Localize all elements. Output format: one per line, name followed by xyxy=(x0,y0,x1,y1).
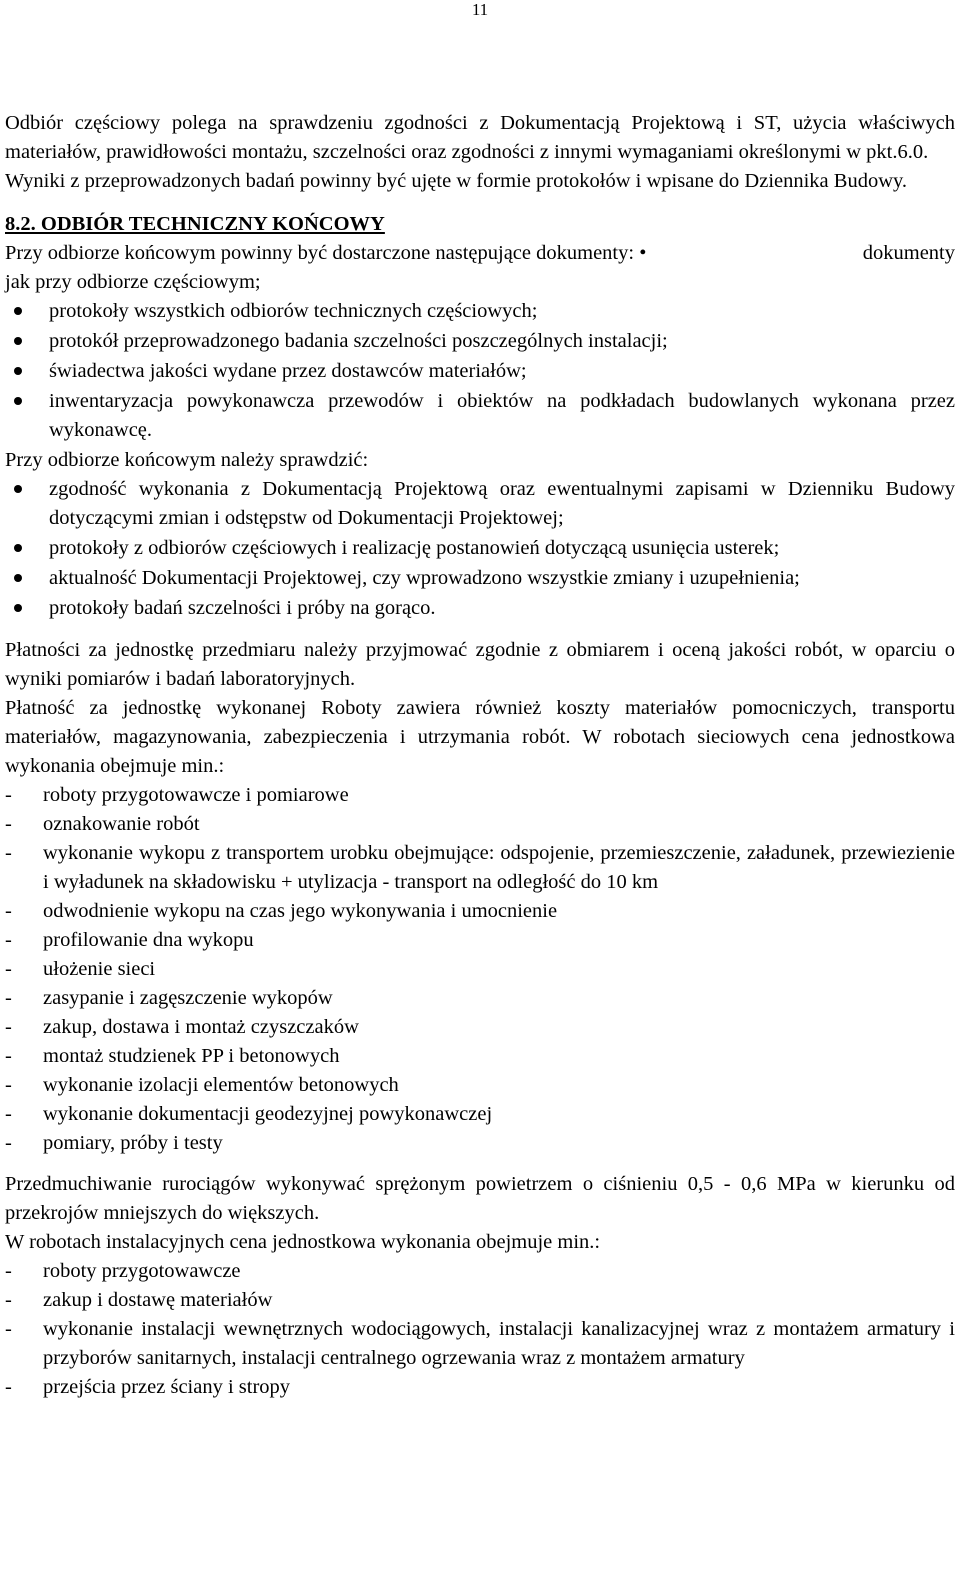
network-items-list xyxy=(5,781,955,1158)
check-list xyxy=(5,475,955,623)
payment-paragraph-2: Płatność za jednostkę wykonanej Roboty zawiera również koszty materiałów pomocniczych, transportu materiałów, magazynowania, zabezpieczenia i utrzymania robót. W robotach sieciowych cena jednostkowa wykonania obejmuje min.: xyxy=(5,697,955,777)
list-item: aktualność Dokumentacji Projektowej, czy wprowadzono wszystkie zmiany i uzupełnienia; xyxy=(5,564,955,593)
list-item: - zasypanie i zagęszczenie wykopów xyxy=(5,984,955,1013)
section-heading: 8.2. ODBIÓR TECHNICZNY KOŃCOWY xyxy=(5,213,385,235)
document-body xyxy=(5,109,955,1402)
list-item: - ułożenie sieci xyxy=(5,955,955,984)
installation-paragraph-1: Przedmuchiwanie rurociągów wykonywać sprężonym powietrzem o ciśnieniu 0,5 - 0,6 MPa w kierunku od przekrojów mniejszych do większych. xyxy=(5,1173,955,1224)
list-item: - wykonanie izolacji elementów betonowych xyxy=(5,1071,955,1100)
installation-items-list xyxy=(5,1257,955,1402)
list-item: protokoły badań szczelności i próby na gorąco. xyxy=(5,594,955,623)
list-item: - roboty przygotowawcze xyxy=(5,1257,955,1286)
final-docs-intro-row xyxy=(5,239,955,268)
intro-paragraph-1: Odbiór częściowy polega na sprawdzeniu zgodności z Dokumentacją Projektową i ST, użycia właściwych materiałów, prawidłowości montażu, szczelności oraz zgodności z innymi wymaganiami określonymi w pkt.6.0. xyxy=(5,112,955,163)
list-item: - pomiary, próby i testy xyxy=(5,1129,955,1158)
list-item: protokoły z odbiorów częściowych i realizację postanowień dotyczącą usunięcia usterek; xyxy=(5,534,955,563)
list-item: - wykonanie instalacji wewnętrznych wodociągowych, instalacji kanalizacyjnej wraz z montażem armatury i przyborów sanitarnych, instalacji centralnego ogrzewania wraz z montażem armatury xyxy=(5,1315,955,1373)
final-docs-tail: dokumenty xyxy=(862,242,955,264)
final-docs-cont: jak przy odbiorze częściowym; xyxy=(5,271,261,293)
list-item: - odwodnienie wykopu na czas jego wykonywania i umocnienie xyxy=(5,897,955,926)
list-item: - przejścia przez ściany i stropy xyxy=(5,1373,955,1402)
installation-paragraph-2: W robotach instalacyjnych cena jednostkowa wykonania obejmuje min.: xyxy=(5,1231,601,1253)
list-item: - oznakowanie robót xyxy=(5,810,955,839)
intro-paragraph-2: Wyniki z przeprowadzonych badań powinny być ujęte w formie protokołów i wpisane do Dziennika Budowy. xyxy=(5,170,908,192)
list-item: - zakup, dostawa i montaż czyszczaków xyxy=(5,1013,955,1042)
page-number: 11 xyxy=(471,0,489,19)
list-item: świadectwa jakości wydane przez dostawców materiałów; xyxy=(5,357,955,386)
list-item: - zakup i dostawę materiałów xyxy=(5,1286,955,1315)
check-intro: Przy odbiorze końcowym należy sprawdzić: xyxy=(5,449,369,471)
list-item: - roboty przygotowawcze i pomiarowe xyxy=(5,781,955,810)
final-docs-intro: Przy odbiorze końcowym powinny być dostarczone następujące dokumenty: • xyxy=(5,242,647,264)
final-docs-list xyxy=(5,297,955,445)
list-item: protokół przeprowadzonego badania szczelności poszczególnych instalacji; xyxy=(5,327,955,356)
list-item: - profilowanie dna wykopu xyxy=(5,926,955,955)
payment-paragraph-1: Płatności za jednostkę przedmiaru należy przyjmować zgodnie z obmiarem i oceną jakości robót, w oparciu o wyniki pomiarów i badań laboratoryjnych. xyxy=(5,639,955,690)
list-item: inwentaryzacja powykonawcza przewodów i obiektów na podkładach budowlanych wykonana przez wykonawcę. xyxy=(5,387,955,445)
list-item: - wykonanie dokumentacji geodezyjnej powykonawczej xyxy=(5,1100,955,1129)
list-item: - wykonanie wykopu z transportem urobku obejmujące: odspojenie, przemieszczenie, załadunek, przewiezienie i wyładunek na składowisku + utylizacja - transport na odległość do 10 km xyxy=(5,839,955,897)
list-item: zgodność wykonania z Dokumentacją Projektową oraz ewentualnymi zapisami w Dzienniku Budowy dotyczącymi zmian i odstępstw od Dokumentacji Projektowej; xyxy=(5,475,955,533)
list-item: - montaż studzienek PP i betonowych xyxy=(5,1042,955,1071)
list-item: protokoły wszystkich odbiorów technicznych częściowych; xyxy=(5,297,955,326)
